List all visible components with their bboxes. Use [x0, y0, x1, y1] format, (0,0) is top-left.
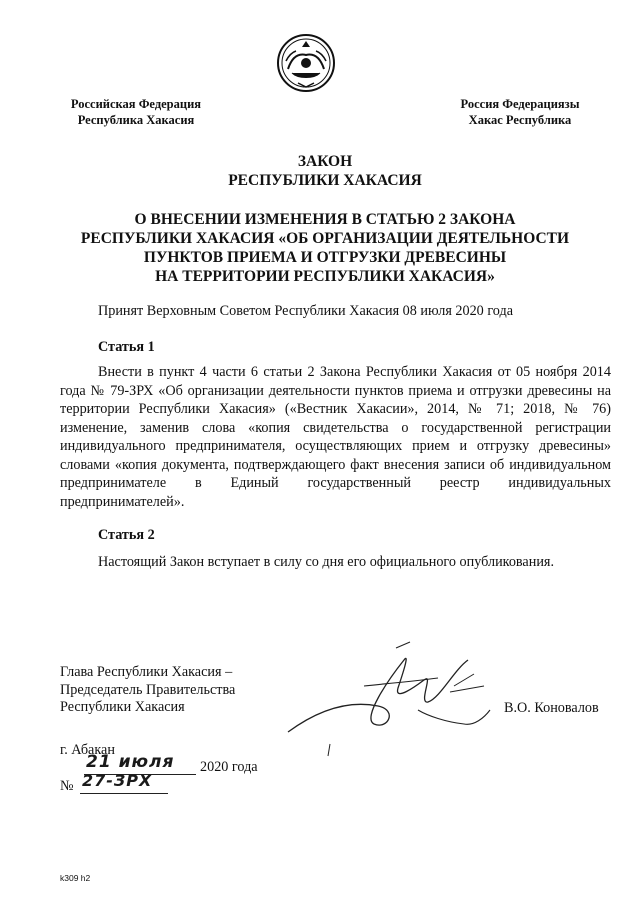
article1-heading: Статья 1: [98, 339, 155, 355]
jurisdiction-right-line1: Россия Федерациязы: [460, 97, 580, 111]
law-name-line3: ПУНКТОВ ПРИЕМА И ОТГРУЗКИ ДРЕВЕСИНЫ: [143, 249, 507, 266]
signing-date-year: 2020 года: [200, 759, 258, 775]
jurisdiction-left: [56, 96, 216, 128]
handwritten-signature-icon: [278, 640, 508, 760]
signer-title-line2: Председатель Правительства: [60, 681, 236, 698]
jurisdiction-left-line2: Республика Хакасия: [77, 113, 195, 127]
law-number-prefix: №: [60, 778, 74, 794]
law-name-line1: О ВНЕСЕНИИ ИЗМЕНЕНИЯ В СТАТЬЮ 2 ЗАКОНА: [134, 211, 516, 228]
jurisdiction-right: [440, 96, 600, 128]
adoption-statement: Принят Верховным Советом Республики Хакасия 08 июля 2020 года: [98, 303, 513, 319]
jurisdiction-left-line1: Российская Федерация: [70, 97, 202, 111]
law-number: [60, 771, 300, 798]
law-name-line4: НА ТЕРРИТОРИИ РЕСПУБЛИКИ ХАКАСИЯ»: [155, 268, 495, 285]
law-name-line2: РЕСПУБЛИКИ ХАКАСИЯ «ОБ ОРГАНИЗАЦИИ ДЕЯТЕЛЬНОСТИ: [80, 230, 570, 247]
signer-name: В.О. Коновалов: [504, 700, 599, 716]
article1-text: Внести в пункт 4 части 6 статьи 2 Закона Республики Хакасия от 05 ноября 2014 года № 79-ЗРХ «Об организации деятельности пунктов приема и отгрузки древесины на территории Республики Хакасия» («Вестник Хакасии», 2014, № 71; 2018, № 76) изменение, заменив слова «копия свидетельства о государственной регистрации индивидуального предпринимателя, осуществляющих прием и отгрузку древесины» словами «копия документа, подтверждающего факт внесения записи об индивидуальном предпринимателе в Единый государственный реестр индивидуальных предпринимателей».: [60, 364, 611, 510]
number-underline: [80, 793, 168, 794]
jurisdiction-right-line2: Хакас Республика: [468, 113, 572, 127]
footer-code: k309 h2: [60, 873, 91, 883]
signer-title: [60, 664, 300, 717]
signer-title-line3: Республики Хакасия: [60, 699, 185, 715]
law-name: [60, 210, 590, 286]
article2-text: Настоящий Закон вступает в силу со дня его официального опубликования.: [98, 554, 554, 570]
article2-heading: Статья 2: [98, 527, 155, 543]
law-title-line2: РЕСПУБЛИКИ ХАКАСИЯ: [228, 172, 422, 189]
law-title-line1: ЗАКОН: [297, 153, 353, 170]
signing-date-day-month: 21 июля: [86, 752, 175, 772]
law-title: [60, 152, 590, 190]
signer-title-line1: Глава Республики Хакасия –: [60, 664, 233, 680]
law-number-value: 27-ЗРХ: [82, 771, 153, 790]
khakassia-coat-of-arms-icon: [276, 33, 336, 93]
city: г. Абакан: [60, 742, 115, 758]
